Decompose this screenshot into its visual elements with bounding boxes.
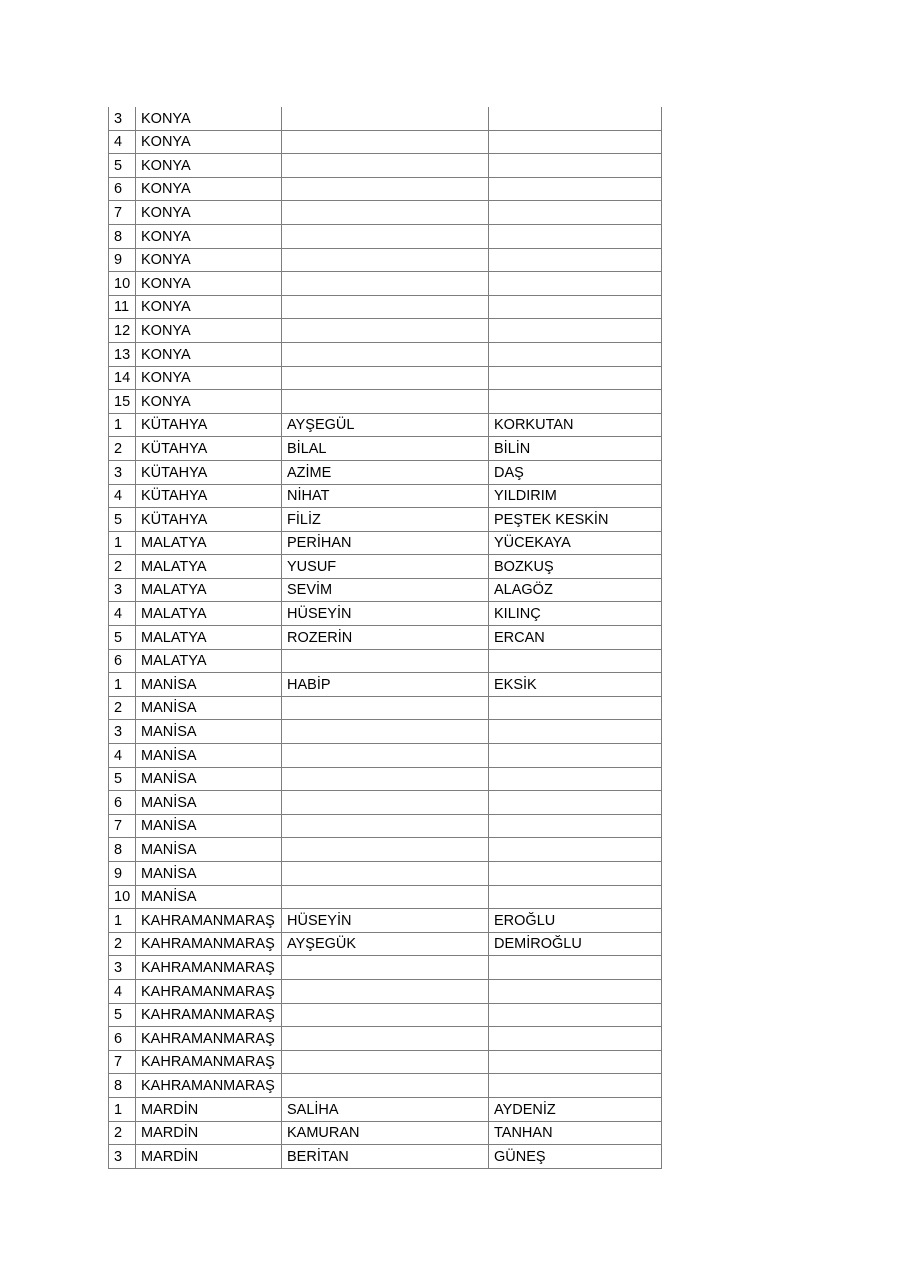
city-cell: KONYA [136, 107, 282, 130]
city-cell: MANİSA [136, 885, 282, 909]
roster-table [108, 107, 662, 1169]
name-cell [282, 201, 489, 225]
table-row [109, 744, 662, 768]
name-cell [282, 319, 489, 343]
surname-cell [489, 130, 662, 154]
name-cell [282, 696, 489, 720]
table-row [109, 413, 662, 437]
name-cell [282, 1003, 489, 1027]
row-number-cell: 13 [109, 342, 136, 366]
table-row [109, 1027, 662, 1051]
city-cell: KONYA [136, 248, 282, 272]
table-row [109, 1003, 662, 1027]
surname-cell [489, 720, 662, 744]
name-cell [282, 1050, 489, 1074]
row-number-cell: 3 [109, 460, 136, 484]
name-cell [282, 366, 489, 390]
name-cell [282, 979, 489, 1003]
name-cell [282, 107, 489, 130]
surname-cell [489, 649, 662, 673]
table-row [109, 1145, 662, 1169]
name-cell [282, 791, 489, 815]
surname-cell [489, 1003, 662, 1027]
name-cell [282, 885, 489, 909]
surname-cell: TANHAN [489, 1121, 662, 1145]
table-row [109, 319, 662, 343]
table-row [109, 1097, 662, 1121]
row-number-cell: 10 [109, 885, 136, 909]
table-row [109, 767, 662, 791]
city-cell: MANİSA [136, 791, 282, 815]
name-cell [282, 154, 489, 178]
surname-cell: AYDENİZ [489, 1097, 662, 1121]
row-number-cell: 4 [109, 484, 136, 508]
row-number-cell: 8 [109, 1074, 136, 1098]
table-row [109, 366, 662, 390]
name-cell [282, 649, 489, 673]
row-number-cell: 3 [109, 578, 136, 602]
surname-cell: DAŞ [489, 460, 662, 484]
row-number-cell: 8 [109, 838, 136, 862]
row-number-cell: 3 [109, 107, 136, 130]
row-number-cell: 6 [109, 791, 136, 815]
city-cell: KONYA [136, 295, 282, 319]
row-number-cell: 6 [109, 177, 136, 201]
city-cell: MANİSA [136, 838, 282, 862]
name-cell [282, 956, 489, 980]
table-row [109, 649, 662, 673]
name-cell: AYŞEGÜK [282, 932, 489, 956]
city-cell: MANİSA [136, 673, 282, 697]
row-number-cell: 8 [109, 224, 136, 248]
surname-cell: DEMİROĞLU [489, 932, 662, 956]
name-cell: YUSUF [282, 555, 489, 579]
surname-cell [489, 177, 662, 201]
name-cell: NİHAT [282, 484, 489, 508]
surname-cell [489, 744, 662, 768]
name-cell: FİLİZ [282, 508, 489, 532]
row-number-cell: 2 [109, 696, 136, 720]
name-cell [282, 1027, 489, 1051]
row-number-cell: 9 [109, 862, 136, 886]
table-row [109, 885, 662, 909]
city-cell: KONYA [136, 390, 282, 414]
city-cell: KONYA [136, 342, 282, 366]
row-number-cell: 1 [109, 909, 136, 933]
row-number-cell: 5 [109, 508, 136, 532]
surname-cell: BİLİN [489, 437, 662, 461]
city-cell: MARDİN [136, 1097, 282, 1121]
name-cell [282, 767, 489, 791]
surname-cell [489, 201, 662, 225]
row-number-cell: 4 [109, 979, 136, 1003]
city-cell: MANİSA [136, 862, 282, 886]
row-number-cell: 6 [109, 649, 136, 673]
name-cell [282, 838, 489, 862]
name-cell [282, 744, 489, 768]
name-cell: AYŞEGÜL [282, 413, 489, 437]
table-row [109, 791, 662, 815]
row-number-cell: 11 [109, 295, 136, 319]
name-cell: SALİHA [282, 1097, 489, 1121]
table-row [109, 862, 662, 886]
row-number-cell: 15 [109, 390, 136, 414]
surname-cell: KILINÇ [489, 602, 662, 626]
row-number-cell: 7 [109, 201, 136, 225]
row-number-cell: 7 [109, 1050, 136, 1074]
table-row [109, 909, 662, 933]
surname-cell: BOZKUŞ [489, 555, 662, 579]
row-number-cell: 2 [109, 437, 136, 461]
name-cell: BERİTAN [282, 1145, 489, 1169]
city-cell: KONYA [136, 224, 282, 248]
city-cell: MALATYA [136, 602, 282, 626]
row-number-cell: 3 [109, 720, 136, 744]
name-cell: ROZERİN [282, 626, 489, 650]
row-number-cell: 14 [109, 366, 136, 390]
city-cell: KAHRAMANMARAŞ [136, 909, 282, 933]
surname-cell [489, 295, 662, 319]
table-row [109, 838, 662, 862]
name-cell: AZİME [282, 460, 489, 484]
name-cell: BİLAL [282, 437, 489, 461]
city-cell: KONYA [136, 319, 282, 343]
table-row [109, 154, 662, 178]
table-row [109, 932, 662, 956]
city-cell: MALATYA [136, 531, 282, 555]
table-row [109, 248, 662, 272]
name-cell: PERİHAN [282, 531, 489, 555]
surname-cell [489, 107, 662, 130]
roster-table-body [109, 107, 662, 1168]
row-number-cell: 3 [109, 956, 136, 980]
surname-cell: GÜNEŞ [489, 1145, 662, 1169]
table-row [109, 390, 662, 414]
surname-cell [489, 1027, 662, 1051]
city-cell: MALATYA [136, 626, 282, 650]
surname-cell [489, 862, 662, 886]
name-cell: KAMURAN [282, 1121, 489, 1145]
city-cell: KONYA [136, 130, 282, 154]
surname-cell: EROĞLU [489, 909, 662, 933]
table-row [109, 272, 662, 296]
table-row [109, 626, 662, 650]
city-cell: KÜTAHYA [136, 508, 282, 532]
name-cell [282, 390, 489, 414]
row-number-cell: 6 [109, 1027, 136, 1051]
city-cell: KÜTAHYA [136, 460, 282, 484]
table-row [109, 460, 662, 484]
row-number-cell: 2 [109, 932, 136, 956]
row-number-cell: 2 [109, 555, 136, 579]
table-row [109, 107, 662, 130]
city-cell: KONYA [136, 201, 282, 225]
table-row [109, 720, 662, 744]
city-cell: KAHRAMANMARAŞ [136, 979, 282, 1003]
row-number-cell: 12 [109, 319, 136, 343]
table-row [109, 555, 662, 579]
surname-cell [489, 956, 662, 980]
surname-cell [489, 342, 662, 366]
surname-cell: EKSİK [489, 673, 662, 697]
city-cell: MALATYA [136, 578, 282, 602]
name-cell [282, 1074, 489, 1098]
surname-cell [489, 319, 662, 343]
table-row [109, 956, 662, 980]
table-row [109, 295, 662, 319]
city-cell: MALATYA [136, 649, 282, 673]
surname-cell [489, 885, 662, 909]
surname-cell [489, 224, 662, 248]
name-cell [282, 224, 489, 248]
name-cell [282, 862, 489, 886]
table-row [109, 484, 662, 508]
city-cell: MARDİN [136, 1121, 282, 1145]
table-row [109, 1121, 662, 1145]
surname-cell [489, 272, 662, 296]
city-cell: KAHRAMANMARAŞ [136, 932, 282, 956]
name-cell: HABİP [282, 673, 489, 697]
row-number-cell: 2 [109, 1121, 136, 1145]
city-cell: MANİSA [136, 814, 282, 838]
name-cell [282, 342, 489, 366]
city-cell: KÜTAHYA [136, 413, 282, 437]
table-row [109, 602, 662, 626]
city-cell: KONYA [136, 177, 282, 201]
table-row [109, 224, 662, 248]
city-cell: KONYA [136, 272, 282, 296]
city-cell: KÜTAHYA [136, 437, 282, 461]
table-row [109, 177, 662, 201]
surname-cell [489, 1074, 662, 1098]
table-row [109, 1074, 662, 1098]
surname-cell: ALAGÖZ [489, 578, 662, 602]
name-cell [282, 130, 489, 154]
table-row [109, 696, 662, 720]
surname-cell: PEŞTEK KESKİN [489, 508, 662, 532]
surname-cell [489, 366, 662, 390]
name-cell [282, 720, 489, 744]
surname-cell [489, 838, 662, 862]
surname-cell [489, 767, 662, 791]
row-number-cell: 3 [109, 1145, 136, 1169]
row-number-cell: 4 [109, 602, 136, 626]
city-cell: MANİSA [136, 767, 282, 791]
surname-cell [489, 1050, 662, 1074]
name-cell [282, 814, 489, 838]
surname-cell [489, 791, 662, 815]
name-cell [282, 272, 489, 296]
city-cell: KAHRAMANMARAŞ [136, 956, 282, 980]
city-cell: MANİSA [136, 744, 282, 768]
surname-cell [489, 696, 662, 720]
name-cell [282, 248, 489, 272]
city-cell: KÜTAHYA [136, 484, 282, 508]
table-row [109, 201, 662, 225]
table-row [109, 578, 662, 602]
city-cell: MARDİN [136, 1145, 282, 1169]
row-number-cell: 9 [109, 248, 136, 272]
surname-cell [489, 814, 662, 838]
row-number-cell: 4 [109, 130, 136, 154]
surname-cell: KORKUTAN [489, 413, 662, 437]
city-cell: MANİSA [136, 720, 282, 744]
city-cell: KAHRAMANMARAŞ [136, 1027, 282, 1051]
surname-cell [489, 154, 662, 178]
surname-cell [489, 979, 662, 1003]
city-cell: KAHRAMANMARAŞ [136, 1003, 282, 1027]
name-cell [282, 295, 489, 319]
table-row [109, 342, 662, 366]
row-number-cell: 10 [109, 272, 136, 296]
table-row [109, 1050, 662, 1074]
name-cell: HÜSEYİN [282, 602, 489, 626]
city-cell: MALATYA [136, 555, 282, 579]
city-cell: KAHRAMANMARAŞ [136, 1074, 282, 1098]
surname-cell: YILDIRIM [489, 484, 662, 508]
row-number-cell: 1 [109, 673, 136, 697]
city-cell: KAHRAMANMARAŞ [136, 1050, 282, 1074]
table-row [109, 508, 662, 532]
row-number-cell: 4 [109, 744, 136, 768]
surname-cell [489, 390, 662, 414]
row-number-cell: 1 [109, 531, 136, 555]
city-cell: KONYA [136, 154, 282, 178]
city-cell: KONYA [136, 366, 282, 390]
name-cell [282, 177, 489, 201]
city-cell: MANİSA [136, 696, 282, 720]
surname-cell: ERCAN [489, 626, 662, 650]
name-cell: SEVİM [282, 578, 489, 602]
row-number-cell: 5 [109, 767, 136, 791]
surname-cell: YÜCEKAYA [489, 531, 662, 555]
table-row [109, 437, 662, 461]
table-row [109, 130, 662, 154]
row-number-cell: 5 [109, 154, 136, 178]
surname-cell [489, 248, 662, 272]
row-number-cell: 5 [109, 1003, 136, 1027]
row-number-cell: 7 [109, 814, 136, 838]
table-row [109, 979, 662, 1003]
name-cell: HÜSEYİN [282, 909, 489, 933]
row-number-cell: 1 [109, 413, 136, 437]
table-row [109, 531, 662, 555]
row-number-cell: 1 [109, 1097, 136, 1121]
table-row [109, 814, 662, 838]
table-row [109, 673, 662, 697]
row-number-cell: 5 [109, 626, 136, 650]
